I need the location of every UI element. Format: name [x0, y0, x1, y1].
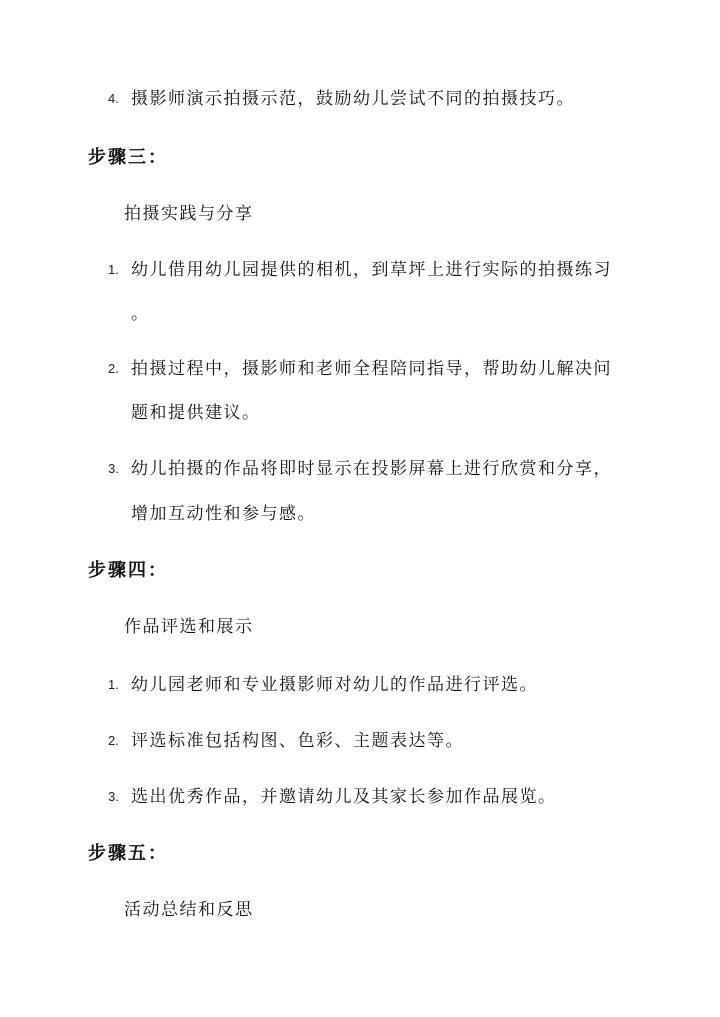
step-subheading-text: 活动总结和反思: [124, 900, 254, 920]
list-item-text: 幼儿园老师和专业摄影师对幼儿的作品进行评选。: [131, 675, 538, 695]
list-item-text: 选出优秀作品，并邀请幼儿及其家长参加作品展览。: [131, 787, 557, 807]
list-item-number: 2.: [108, 361, 119, 376]
step-heading-text: 步骤三：: [88, 147, 168, 168]
step-subheading-text: 拍摄实践与分享: [124, 204, 254, 224]
list-item-number: 1.: [108, 262, 119, 277]
list-item-number: 3.: [108, 461, 119, 476]
list-item-continuation-text: 。: [131, 304, 150, 324]
list-item-number: 4.: [108, 91, 119, 106]
list-item-number: 2.: [108, 733, 119, 748]
list-item-text: 评选标准包括构图、色彩、主题表达等。: [131, 731, 464, 751]
step-heading-text: 步骤五：: [88, 843, 168, 864]
list-item-text: 幼儿拍摄的作品将即时显示在投影屏幕上进行欣赏和分享，: [131, 459, 612, 479]
list-item-number: 3.: [108, 789, 119, 804]
list-item-text: 摄影师演示拍摄示范，鼓励幼儿尝试不同的拍摄技巧。: [131, 89, 575, 109]
list-item-number: 1.: [108, 677, 119, 692]
list-item-continuation-text: 题和提供建议。: [131, 403, 261, 423]
list-item-text: 幼儿借用幼儿园提供的相机，到草坪上进行实际的拍摄练习: [131, 260, 612, 280]
step-heading-text: 步骤四：: [88, 560, 168, 581]
list-item-text: 拍摄过程中，摄影师和老师全程陪同指导，帮助幼儿解决问: [131, 359, 612, 379]
step-subheading-text: 作品评选和展示: [124, 617, 254, 637]
list-item-continuation-text: 增加互动性和参与感。: [131, 504, 316, 524]
